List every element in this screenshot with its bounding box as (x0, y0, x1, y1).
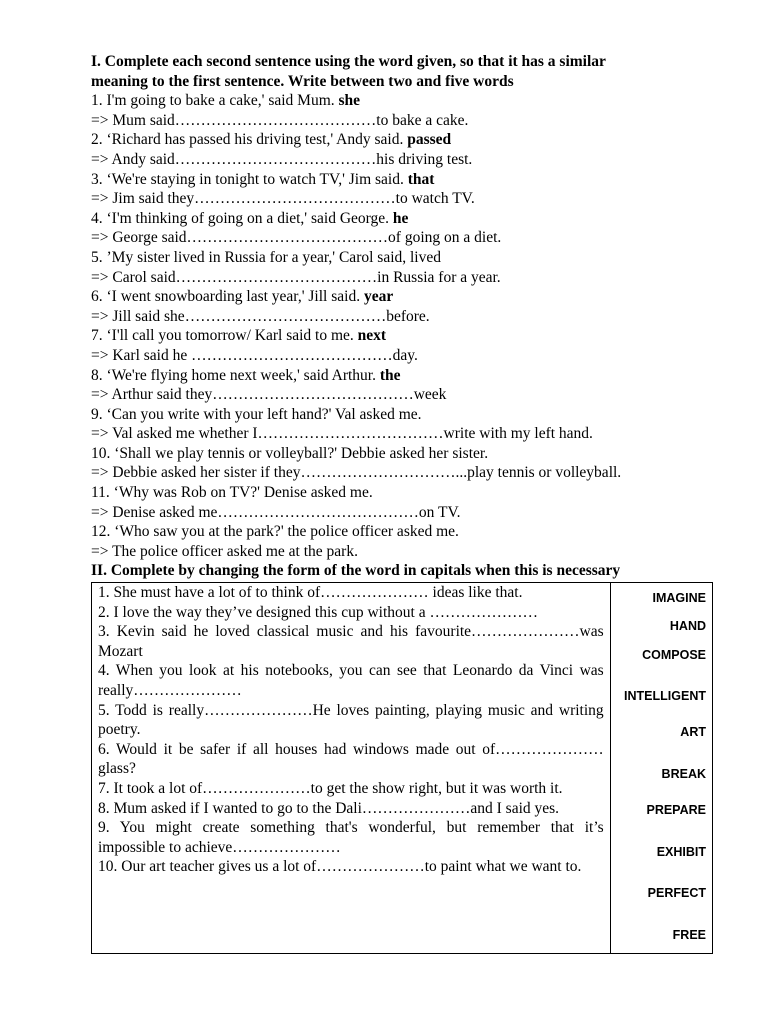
capital-word-3: COMPOSE (642, 648, 706, 663)
section1-heading (91, 52, 716, 91)
question-text: 11. ‘Why was Rob on TV?' Denise asked me. (91, 484, 373, 502)
question-text: 10. ‘Shall we play tennis or volleyball?' Debbie asked her sister. (91, 444, 489, 462)
question-text: 12. ‘Who saw you at the park?' the police officer asked me. (91, 523, 459, 541)
question-text: 9. ‘Can you write with your left hand?' Val asked me. (91, 405, 422, 423)
capital-word-5: ART (680, 725, 706, 740)
answer-line-2: => Andy said…………………………………his driving test. (91, 150, 473, 168)
section1-items (91, 91, 716, 561)
capital-word-4: INTELLIGENT (624, 689, 706, 704)
question-7 (91, 326, 716, 346)
exercise2-sentence-9: 9. You might create something that's wonderful, but remember that it’s impossible to achieve………………… (98, 819, 604, 856)
section1-heading-line2: meaning to the first sentence. Write between two and five words (91, 72, 514, 90)
capital-word-9: PERFECT (647, 886, 706, 901)
section1-heading-line1: I. Complete each second sentence using the word given, so that it has a similar (91, 53, 606, 70)
capital-word-1: IMAGINE (652, 591, 706, 606)
capital-word-8: EXHIBIT (656, 845, 706, 860)
question-5 (91, 248, 716, 268)
question-1 (91, 91, 716, 111)
question-3 (91, 170, 716, 190)
keyword: he (392, 209, 409, 227)
answer-line-11: => Denise asked me…………………………………on TV. (91, 503, 461, 521)
exercise2-sentence-7: 7. It took a lot of…………………to get the show right, but it was worth it. (98, 779, 563, 797)
worksheet (91, 52, 716, 954)
exercise2-sentence-3: 3. Kevin said he loved classical music and his favourite…………………was Mozart (98, 623, 604, 660)
answer-line-9: => Val asked me whether I………………………………write with my left hand. (91, 425, 593, 443)
keyword: that (407, 170, 435, 188)
section2-heading: II. Complete by changing the form of the word in capitals when this is necessary (91, 562, 621, 580)
word-formation-table (91, 582, 713, 954)
question-8 (91, 366, 716, 386)
question-10 (91, 444, 716, 464)
question-text: 1. I'm going to bake a cake,' said Mum. (91, 92, 339, 110)
exercise2-sentence-5: 5. Todd is really…………………He loves painting, playing music and writing poetry. (98, 701, 604, 739)
answer-line-4: => George said…………………………………of going on a diet. (91, 229, 502, 247)
answer-line-3: => Jim said they…………………………………to watch TV. (91, 190, 475, 208)
answer-line-8: => Arthur said they…………………………………week (91, 386, 447, 404)
answer-line-5: => Carol said…………………………………in Russia for a year. (91, 268, 501, 286)
exercise2-sentence-4: 4. When you look at his notebooks, you can see that Leonardo da Vinci was really………………… (98, 662, 604, 699)
capital-word-6: BREAK (661, 767, 706, 782)
keyword: passed (407, 131, 452, 149)
words-column (610, 583, 712, 954)
capital-word-10: FREE (672, 928, 706, 943)
exercise2-sentence-1: 1. She must have a lot of to think of………………… ideas like that. (98, 584, 523, 602)
answer-line-12: => The police officer asked me at the park. (91, 542, 358, 560)
question-text: 8. ‘We're flying home next week,' said Arthur. (91, 366, 380, 384)
exercise2-sentence-2: 2. I love the way they’ve designed this cup without a ………………… (98, 603, 538, 621)
keyword: the (379, 366, 401, 384)
question-9 (91, 405, 716, 425)
exercise2-sentence-8: 8. Mum asked if I wanted to go to the Dali…………………and I said yes. (98, 799, 560, 817)
question-text: 7. ‘I'll call you tomorrow/ Karl said to me. (91, 327, 358, 345)
question-4 (91, 209, 716, 229)
question-2 (91, 130, 716, 150)
question-text: 5. ’My sister lived in Russia for a year,' Carol said, lived (91, 248, 441, 266)
keyword: year (363, 288, 394, 306)
sentences-column (92, 583, 611, 954)
answer-line-7: => Karl said he …………………………………day. (91, 346, 418, 364)
keyword: she (338, 92, 361, 110)
question-text: 3. ‘We're staying in tonight to watch TV,' Jim said. (91, 170, 408, 188)
question-text: 2. ‘Richard has passed his driving test,' Andy said. (91, 131, 408, 149)
question-text: 4. ‘I'm thinking of going on a diet,' said George. (91, 209, 393, 227)
answer-line-1: => Mum said…………………………………to bake a cake. (91, 111, 469, 129)
answer-line-6: => Jill said she…………………………………before. (91, 307, 430, 325)
answer-line-10: => Debbie asked her sister if they…………………………...play tennis or volleyball. (91, 464, 622, 482)
capital-word-7: PREPARE (646, 803, 706, 818)
question-6 (91, 287, 716, 307)
question-11 (91, 483, 716, 503)
capital-word-2: HAND (669, 619, 706, 634)
keyword: next (357, 327, 387, 345)
exercise2-sentence-6: 6. Would it be safer if all houses had windows made out of…………………glass? (98, 740, 604, 778)
exercise2-sentence-10: 10. Our art teacher gives us a lot of…………………to paint what we want to. (98, 858, 582, 876)
question-12 (91, 522, 716, 542)
question-text: 6. ‘I went snowboarding last year,' Jill said. (91, 288, 364, 306)
